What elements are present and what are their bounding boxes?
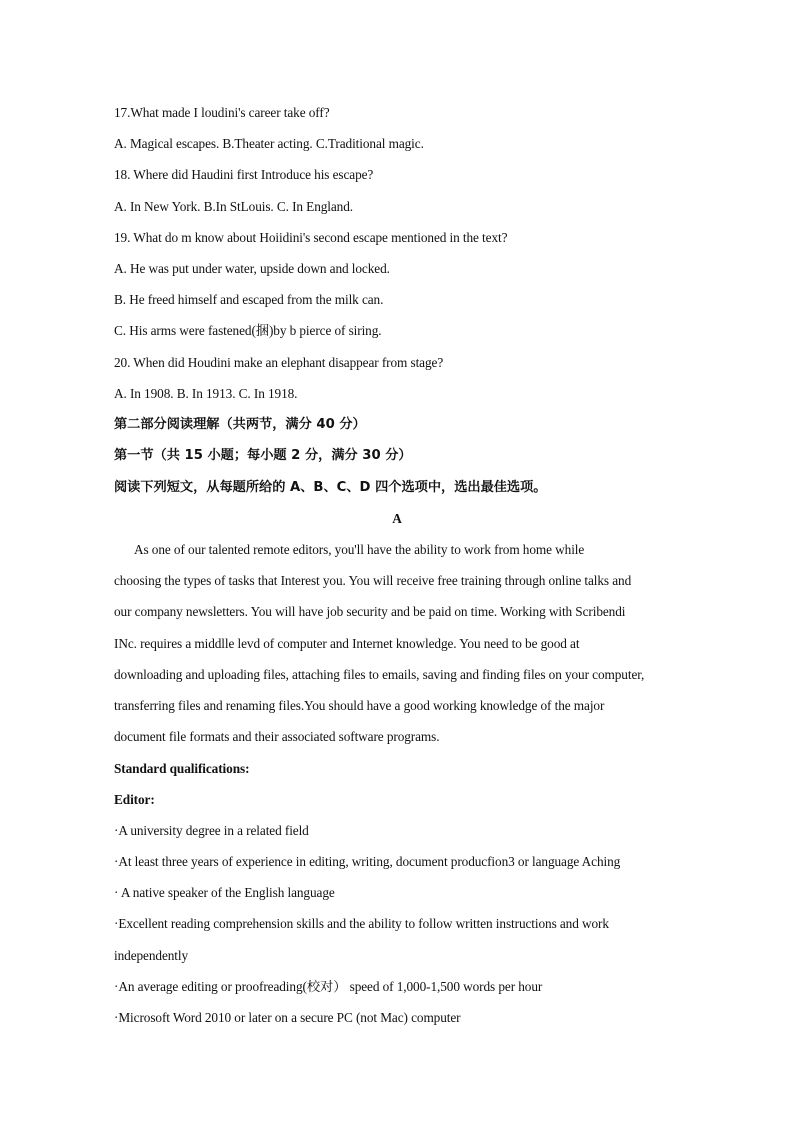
question-19-option-c: C. His arms were fastened(捆)by b pierce of siring. xyxy=(114,323,382,338)
subsection-title: 第一节（共 15 小题；每小题 2 分，满分 30 分） xyxy=(114,448,412,463)
passage-line: INc. requires a middlle levd of computer and Internet knowledge. You need to be good at xyxy=(114,636,580,651)
question-19-option-a: A. He was put under water, upside down and locked. xyxy=(114,261,390,276)
question-18-stem: 18. Where did Haudini first Introduce his escape? xyxy=(114,167,374,182)
question-17-stem: 17.What made I loudini's career take off? xyxy=(114,105,330,120)
qualification-line: independently xyxy=(114,948,189,963)
question-18-options: A. In New York. B.In StLouis. C. In England. xyxy=(114,199,354,214)
qualification-line: ·Excellent reading comprehension skills and the ability to follow written instructions and work xyxy=(114,916,609,931)
qualification-line: ·A university degree in a related field xyxy=(114,823,309,838)
qualification-line: · A native speaker of the English language xyxy=(114,885,335,900)
passage-line: our company newsletters. You will have job security and be paid on time. Working with Scribendi xyxy=(114,604,626,619)
passage-label: A xyxy=(392,511,402,526)
editor-heading: Editor: xyxy=(114,792,155,807)
passage-line: As one of our talented remote editors, you'll have the ability to work from home while xyxy=(134,542,585,557)
qualification-line: ·At least three years of experience in editing, writing, document producfion3 or language Aching xyxy=(114,854,621,869)
part-title: 第二部分阅读理解（共两节，满分 40 分） xyxy=(114,417,366,432)
qualifications-heading: Standard qualifications: xyxy=(114,761,250,776)
section-instruction: 阅读下列短文，从每题所给的 A、B、C、D 四个选项中，选出最佳选项。 xyxy=(114,480,547,495)
question-19-option-b: B. He freed himself and escaped from the milk can. xyxy=(114,292,384,307)
question-19-stem: 19. What do m know about Hoiidini's second escape mentioned in the text? xyxy=(114,230,508,245)
question-20-stem: 20. When did Houdini make an elephant disappear from stage? xyxy=(114,355,444,370)
qualification-line: ·An average editing or proofreading(校对） speed of 1,000-1,500 words per hour xyxy=(114,979,543,994)
passage-line: transferring files and renaming files.You should have a good working knowledge of the major xyxy=(114,698,605,713)
qualification-line: ·Microsoft Word 2010 or later on a secure PC (not Mac) computer xyxy=(114,1010,461,1025)
passage-line: choosing the types of tasks that Interest you. You will receive free training through online talks and xyxy=(114,573,632,588)
question-17-options: A. Magical escapes. B.Theater acting. C.Traditional magic. xyxy=(114,136,424,151)
question-20-options: A. In 1908. B. In 1913. C. In 1918. xyxy=(114,386,298,401)
passage-line: document file formats and their associated software programs. xyxy=(114,729,440,744)
passage-line: downloading and uploading files, attaching files to emails, saving and finding files on your computer, xyxy=(114,667,645,682)
